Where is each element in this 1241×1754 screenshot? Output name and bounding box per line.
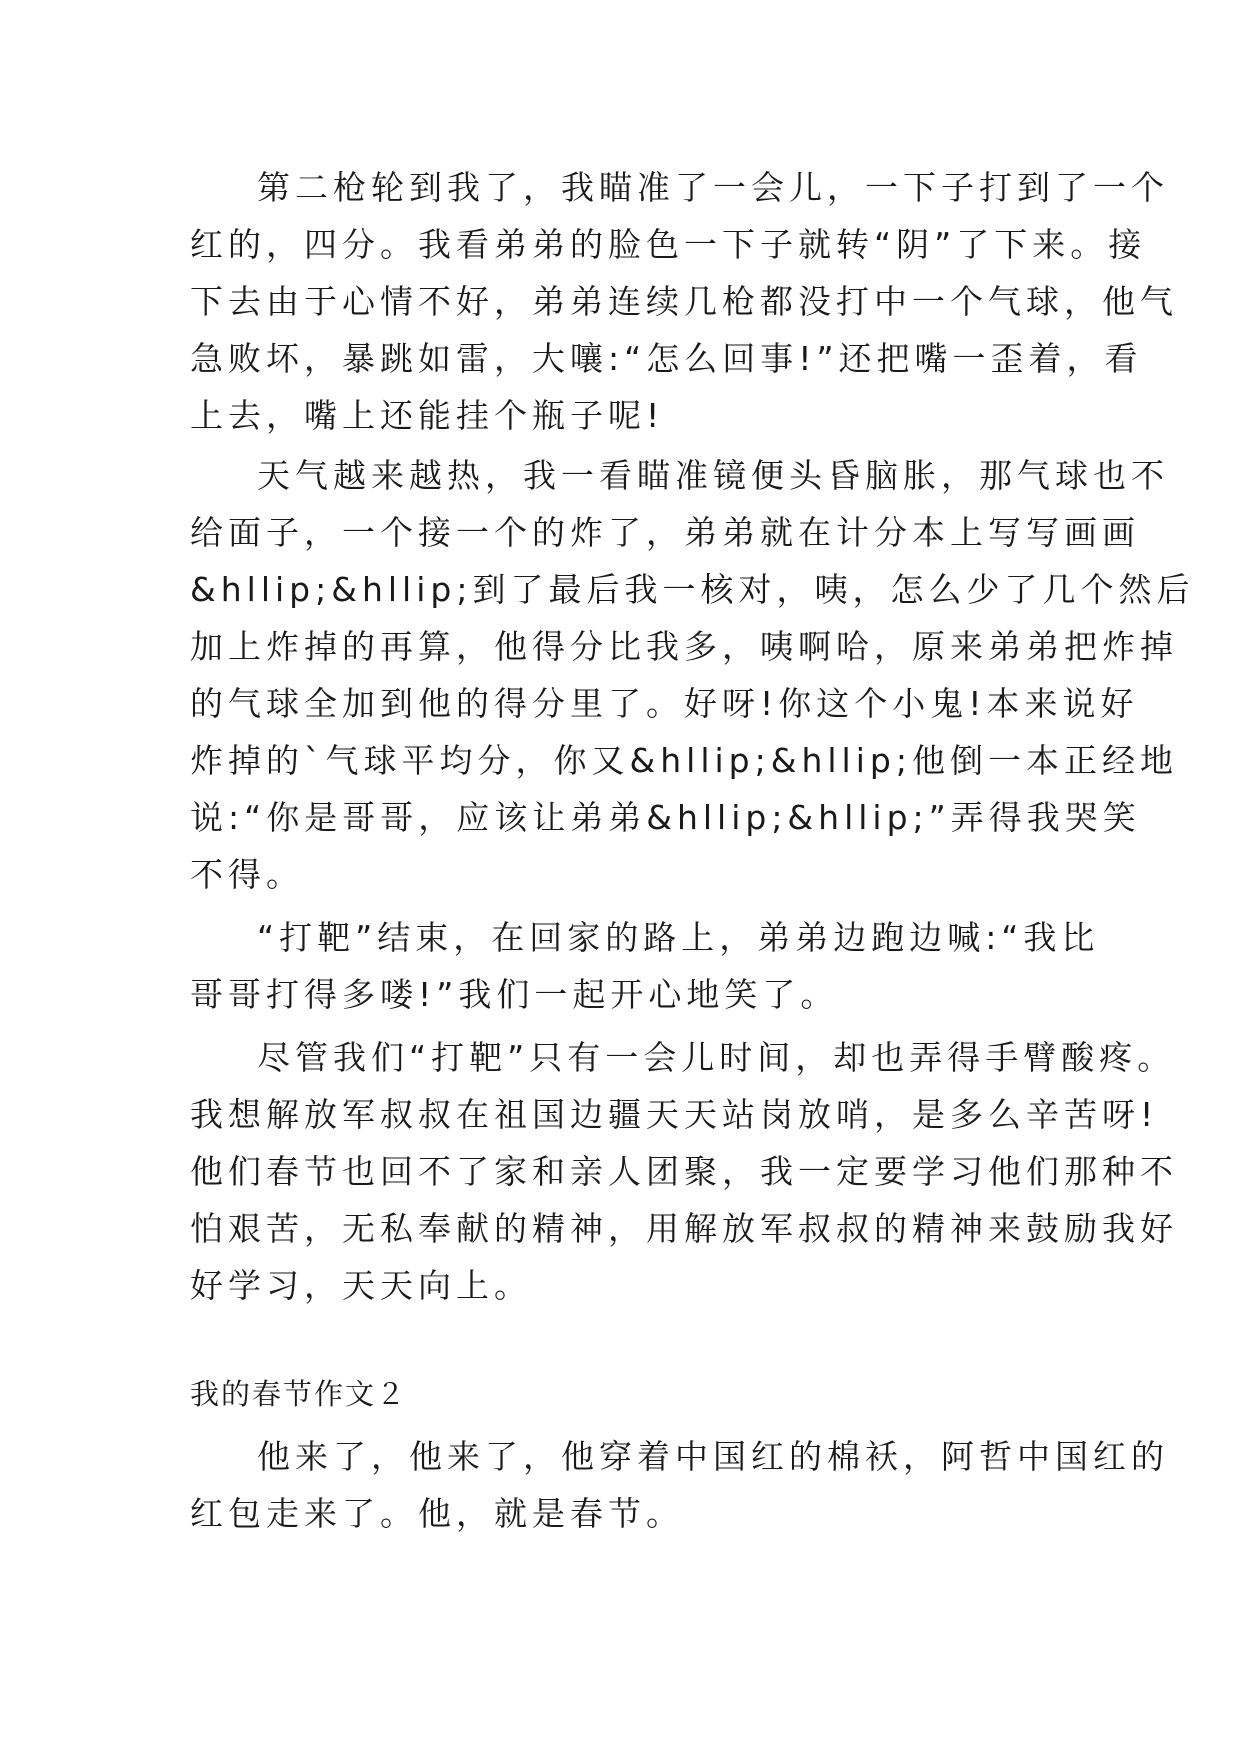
p1-line-1: 第二枪轮到我了，我瞄准了一会儿，一下子打到了一个 xyxy=(257,168,1169,207)
p1-line-5: 上去，嘴上还能挂个瓶子呢! xyxy=(190,396,665,435)
p5-line-2: 红包走来了。他，就是春节。 xyxy=(190,1494,684,1533)
p3-line-1: “打靶”结束，在回家的路上，弟弟边跑边喊:“我比 xyxy=(257,918,1100,957)
p2-line-5: 的气球全加到他的得分里了。好呀!你这个小鬼!本来说好 xyxy=(190,684,1139,723)
p2-line-7: 说:“你是哥哥，应该让弟弟&hllip;&hllip;”弄得我哭笑 xyxy=(190,798,1141,837)
p1-line-3: 下去由于心情不好，弟弟连续几枪都没打中一个气球，他气 xyxy=(190,282,1178,321)
p2-line-6: 炸掉的`气球平均分，你又&hllip;&hllip;他倒一本正经地 xyxy=(190,741,1178,780)
p3-line-2: 哥哥打得多喽!”我们一起开心地笑了。 xyxy=(190,975,839,1014)
section-heading: 我的春节作文２ xyxy=(190,1377,408,1411)
p1-line-2: 红的，四分。我看弟弟的脸色一下子就转“阴”了下来。接 xyxy=(190,225,1147,264)
p2-line-2: 给面子，一个接一个的炸了，弟弟就在计分本上写写画画 xyxy=(190,513,1140,552)
p2-line-1: 天气越来越热，我一看瞄准镜便头昏脑胀，那气球也不 xyxy=(257,456,1169,495)
p2-line-4: 加上炸掉的再算，他得分比我多，咦啊哈，原来弟弟把炸掉 xyxy=(190,627,1178,666)
p4-line-4: 怕艰苦，无私奉献的精神，用解放军叔叔的精神来鼓励我好 xyxy=(190,1209,1178,1248)
p2-line-3: &hllip;&hllip;到了最后我一核对，咦，怎么少了几个然后 xyxy=(190,570,1195,609)
p4-line-3: 他们春节也回不了家和亲人团聚，我一定要学习他们那种不 xyxy=(190,1152,1178,1191)
p4-line-5: 好学习，天天向上。 xyxy=(190,1266,532,1305)
p4-line-2: 我想解放军叔叔在祖国边疆天天站岗放哨，是多么辛苦呀! xyxy=(190,1095,1159,1134)
p4-line-1: 尽管我们“打靶”只有一会儿时间，却也弄得手臂酸疼。 xyxy=(257,1038,1176,1077)
p1-line-4: 急败坏，暴跳如雷，大嚷:“怎么回事!”还把嘴一歪着，看 xyxy=(190,339,1143,378)
p5-line-1: 他来了，他来了，他穿着中国红的棉袄，阿哲中国红的 xyxy=(257,1437,1169,1476)
p2-line-8: 不得。 xyxy=(190,855,304,894)
